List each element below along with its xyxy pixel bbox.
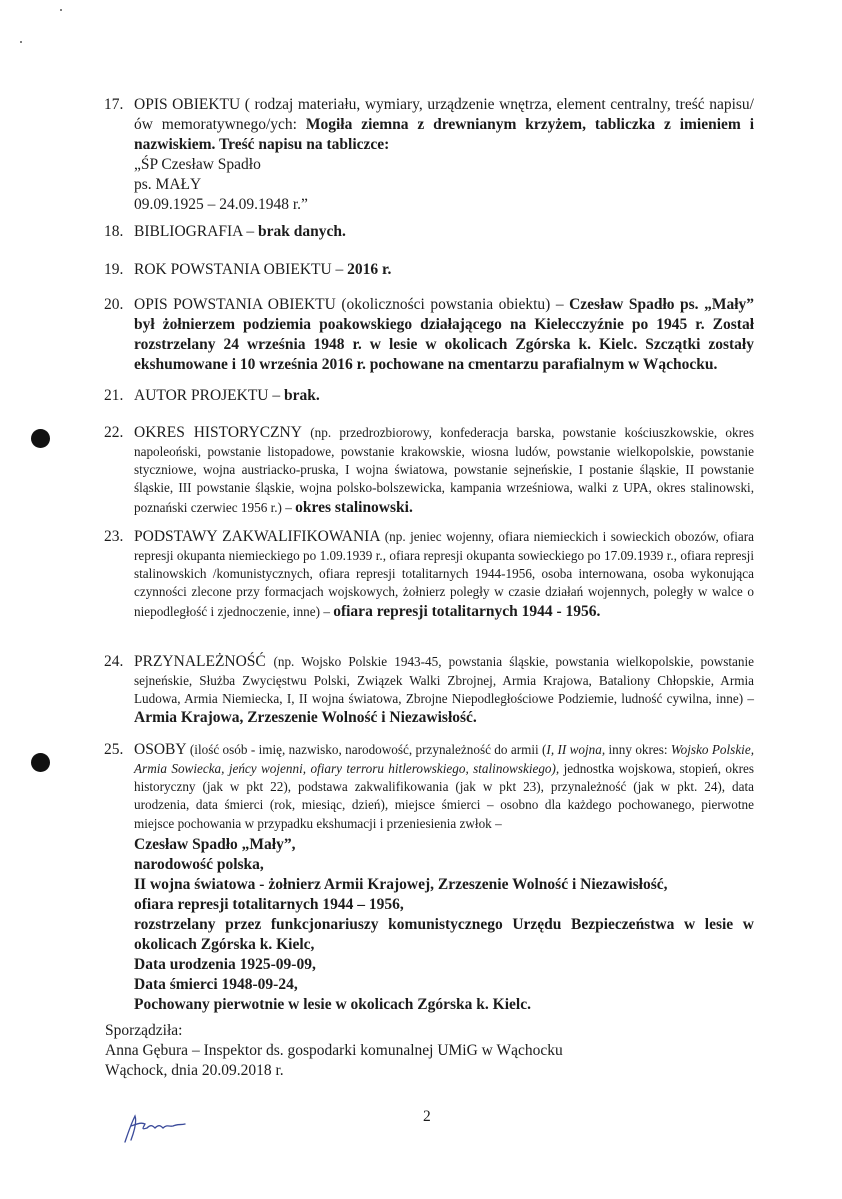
section-label: PRZYNALEŻNOŚĆ <box>134 653 274 670</box>
section-hint-italic: Wojsko Polskie, Armia Sowiecka, jeńcy wojenni, ofiary terroru hitlerowskiego, stalinowskiego), <box>134 742 754 776</box>
person-line: Pochowany pierwotnie w lesie w okolicach Zgórska k. Kielc. <box>134 995 531 1013</box>
section-value: Czesław Spadło ps. „Mały” był żołnierzem podziemia poakowskiego działającego na Kielecczyźnie po 1945 r. Został rozstrzelany 24 września 1948 r. w lesie w okolicach Zgórska k. Kielc. Szczątki zostały ekshumowane i 10 września 2016 r. pochowane na cmentarzu parafialnym w Wąchocku. <box>134 296 754 373</box>
section-22 <box>104 423 754 518</box>
section-hint: jednostka wojskowa, stopień, okres historyczny (jak w pkt 22), podstawa zakwalifikowania (jak w pkt 23), przynależność (jak w pkt. 24), data urodzenia, data śmierci (rok, miesiąc, dzień), miejsce śmierci – osobno dla każdego pochowanego, pierwotne miejsce pochowania w przypadku ekshumacji i przeniesienia zwłok – <box>134 761 754 831</box>
section-hint: (np. przedrozbiorowy, konfederacja barska, powstanie kościuszkowskie, okres napoleoński, powstanie listopadowe, powstanie krakowskie, wiosna ludów, powstanie wielkopolskie, powstanie styczniowe, wojna austriacko-pruska, I wojna światowa, powstanie sejneńskie, I postanie śląskie, II powstanie śląskie, III powstanie śląskie, wojna polsko-bolszewicka, kampania wrześniowa, walki z UPA, okres stalinowski, poznański czerwiec 1956 r.) – <box>134 425 755 515</box>
section-value: Mogiła ziemna z drewnianym krzyżem, tabliczka z imieniem i nazwiskiem. Treść napisu na tabliczce: <box>134 116 754 153</box>
person-line: rozstrzelany przez funkcjonariuszy komunistycznego Urzędu Bezpieczeństwa w lesie w okolicach Zgórska k. Kielc, <box>134 915 754 953</box>
section-hint: (ilość osób - imię, nazwisko, narodowość, przynależność do armii ( <box>189 742 547 757</box>
page-number: 2 <box>423 1108 431 1125</box>
section-label: OPIS OBIEKTU ( rodzaj materiału, wymiary, urządzenie wnętrza, element centralny, treść napisu/ów memoratywnego/ych: <box>134 96 754 133</box>
item-number: 18. <box>104 223 124 240</box>
item-number: 20. <box>104 296 124 313</box>
inscription-line: „ŚP Czesław Spadło <box>134 156 261 173</box>
person-line: Data śmierci 1948-09-24, <box>134 975 298 993</box>
person-line: ofiara represji totalitarnych 1944 – 1956, <box>134 895 404 913</box>
section-label: OPIS POWSTANIA OBIEKTU (okoliczności powstania obiektu) – <box>134 296 570 313</box>
person-line: narodowość polska, <box>134 855 264 873</box>
section-label: ROK POWSTANIA OBIEKTU – <box>134 261 348 278</box>
section-label: BIBLIOGRAFIA – <box>134 223 259 240</box>
item-number: 23. <box>104 528 124 545</box>
item-number: 25. <box>104 741 124 758</box>
item-number: 22. <box>104 424 124 441</box>
item-number: 24. <box>104 653 124 670</box>
punch-hole <box>31 429 50 448</box>
inscription-line: 09.09.1925 – 24.09.1948 r.” <box>134 196 308 213</box>
item-number: 21. <box>104 387 124 404</box>
section-value: 2016 r. <box>347 261 392 278</box>
section-hint: inny okres: <box>605 742 671 757</box>
place-date-line: Wąchock, dnia 20.09.2018 r. <box>105 1062 284 1079</box>
section-25 <box>104 740 754 1015</box>
item-number: 19. <box>104 261 124 278</box>
punch-hole <box>31 753 50 772</box>
person-line: Data urodzenia 1925-09-09, <box>134 955 316 973</box>
author-line: Anna Gębura – Inspektor ds. gospodarki komunalnej UMiG w Wąchocku <box>105 1042 563 1059</box>
item-number: 17. <box>104 96 124 113</box>
section-18 <box>104 222 754 242</box>
prepared-by-label: Sporządziła: <box>105 1022 183 1039</box>
section-value: Armia Krajowa, Zrzeszenie Wolność i Niezawisłość. <box>134 709 477 727</box>
section-19 <box>104 260 754 280</box>
section-20 <box>104 295 754 375</box>
person-line: Czesław Spadło „Mały”, <box>134 835 296 853</box>
section-label: OSOBY <box>134 741 190 758</box>
section-hint: (np. Wojsko Polskie 1943-45, powstania śląskie, powstania wielkopolskie, powstanie sejneńskie, Służba Zwycięstwu Polski, Związek Walki Zbrojnej, Armia Krajowa, Bataliony Chłopskie, Armia Ludowa, Armia Niemiecka, I, II wojna światowa, Zbrojne Niepodległościowe Podziemie, ludność cywilna, inne) – <box>134 654 755 707</box>
section-label: OKRES HISTORYCZNY <box>134 424 311 441</box>
inscription-line: ps. MAŁY <box>134 176 202 193</box>
section-hint: (np. jeniec wojenny, ofiara niemieckich i sowieckich obozów, ofiara represji okupanta niemieckiego po 1.09.1939 r., ofiara represji okupanta sowieckiego po 17.09.1939 r., ofiara represji stalinowskich /komunistycznych, ofiara represji totalitarnych 1944-1956, osoba internowana, osoba wykonująca czynności zlecone przy formacjach wojskowych, żołnierz poległy w czasie działań wojennych, poległy w walce o niepodległość i zjednoczenie, inne) – <box>134 529 754 619</box>
person-line: II wojna światowa - żołnierz Armii Krajowej, Zrzeszenie Wolność i Niezawisłość, <box>134 875 668 893</box>
section-hint-italic: I, II wojna, <box>546 742 606 757</box>
section-value: brak. <box>284 387 320 404</box>
footer <box>105 1021 563 1081</box>
person-details <box>134 835 754 1015</box>
scan-speck <box>60 9 62 11</box>
section-21 <box>104 386 754 406</box>
section-24 <box>104 652 754 728</box>
section-17 <box>104 95 754 215</box>
section-23 <box>104 527 754 622</box>
section-value: okres stalinowski. <box>295 498 413 516</box>
section-value: ofiara represji totalitarnych 1944 - 1956. <box>333 602 601 620</box>
section-label: AUTOR PROJEKTU – <box>134 387 284 404</box>
scan-speck <box>20 41 22 43</box>
section-label: PODSTAWY ZAKWALIFIKOWANIA <box>134 528 385 545</box>
section-value: brak danych. <box>258 223 346 240</box>
signature <box>117 1110 189 1146</box>
